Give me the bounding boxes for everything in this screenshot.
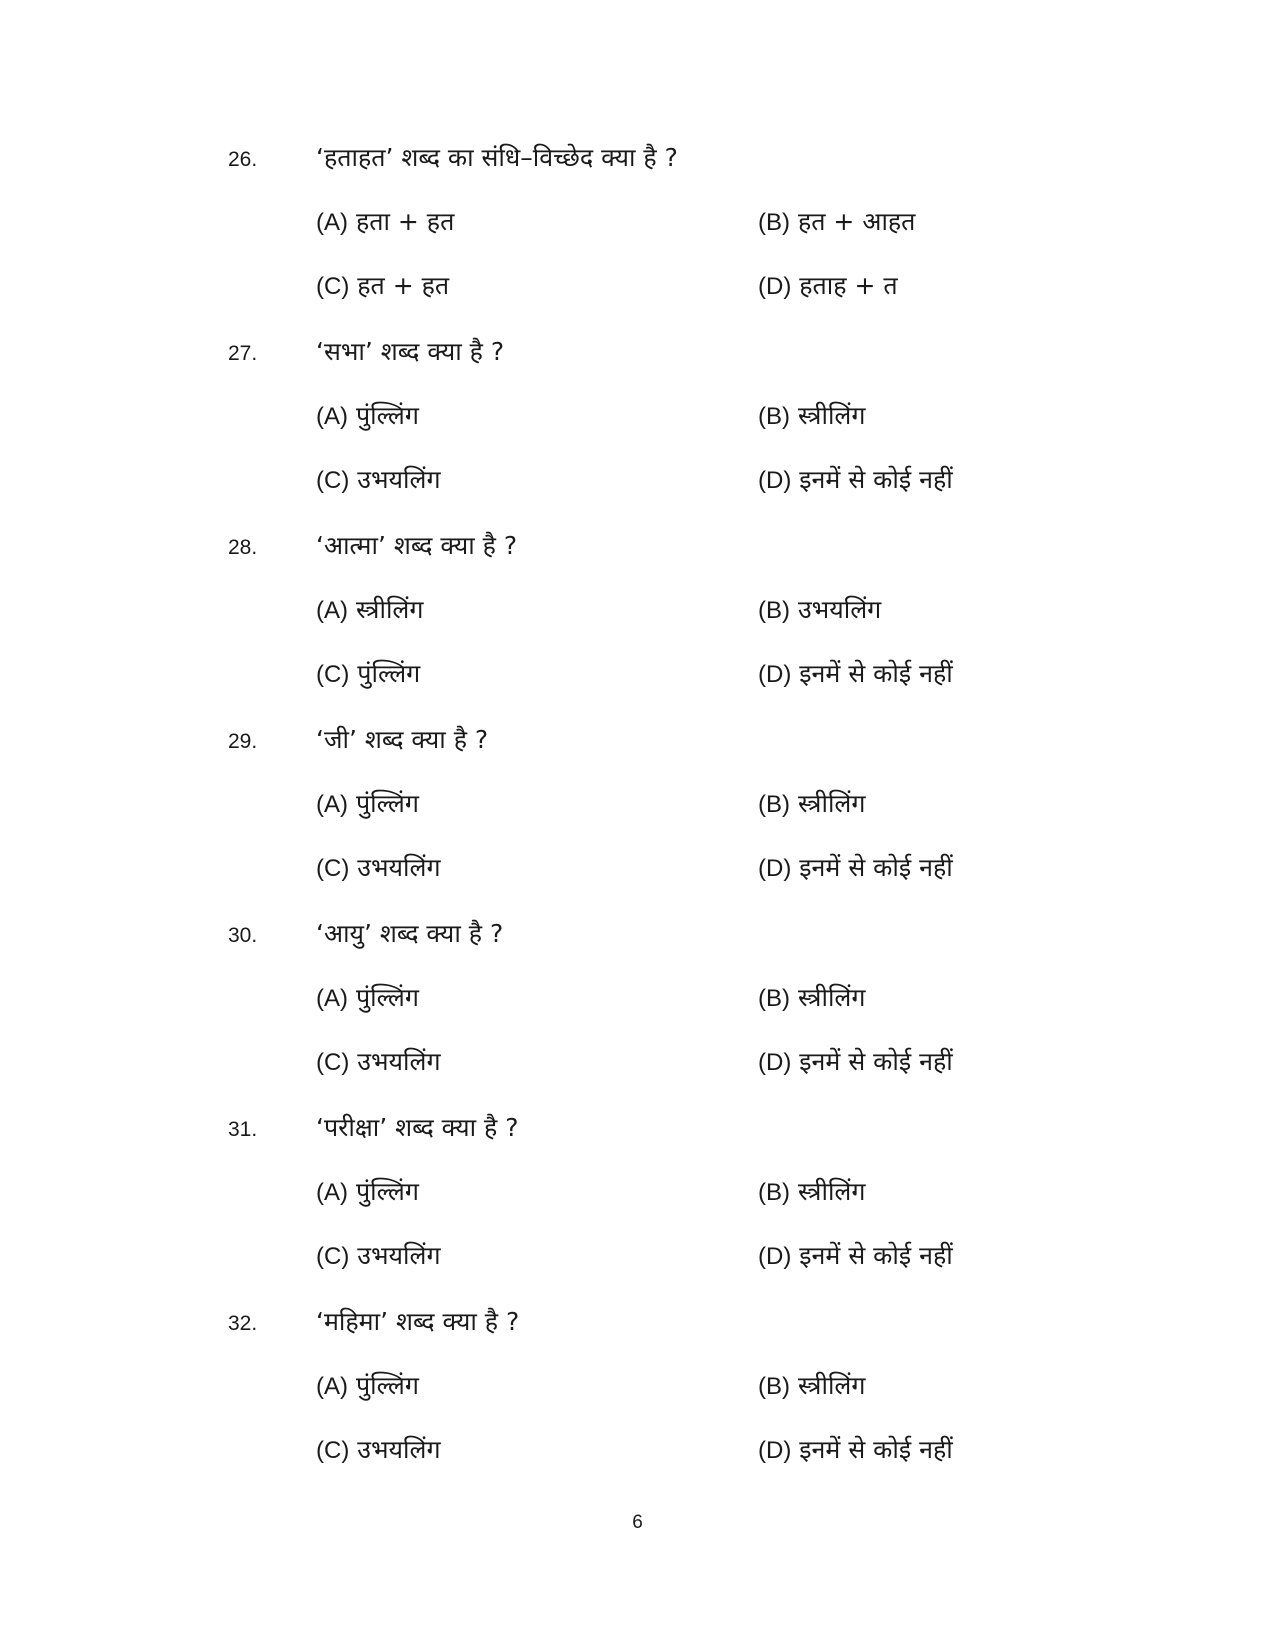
option-text: हता + हत xyxy=(355,207,455,236)
option-text: इनमें से कोई नहीं xyxy=(799,1241,953,1270)
option-a xyxy=(316,786,419,820)
option-text: पुंल्लिंग xyxy=(355,983,419,1012)
option-text: उभयलिंग xyxy=(357,1241,441,1270)
option-text: इनमें से कोई नहीं xyxy=(799,1047,953,1076)
option-key: (D) xyxy=(758,1049,792,1076)
option-key: (B) xyxy=(758,597,790,624)
option-d xyxy=(758,1238,953,1272)
option-d xyxy=(758,462,953,496)
option-text: स्त्रीलिंग xyxy=(797,789,866,818)
option-b xyxy=(758,1368,865,1402)
question-text: ‘आयु’ शब्द क्या है ? xyxy=(316,919,504,948)
question-number: 32. xyxy=(228,1312,258,1335)
question-text: ‘महिमा’ शब्द क्या है ? xyxy=(316,1307,520,1336)
option-a xyxy=(316,592,423,626)
question-text: ‘परीक्षा’ शब्द क्या है ? xyxy=(316,1113,519,1142)
option-b xyxy=(758,398,865,432)
question-number: 27. xyxy=(228,342,258,365)
page-number: 6 xyxy=(632,1512,643,1533)
option-text: इनमें से कोई नहीं xyxy=(799,465,953,494)
option-b xyxy=(758,204,915,238)
question-28 xyxy=(228,528,1128,718)
option-key: (D) xyxy=(758,1243,792,1270)
option-key: (D) xyxy=(758,855,792,882)
option-text: पुंल्लिंग xyxy=(357,659,421,688)
question-26 xyxy=(228,140,1128,330)
option-b xyxy=(758,980,865,1014)
option-text: हत + हत xyxy=(357,271,450,300)
option-c xyxy=(316,656,420,690)
question-32 xyxy=(228,1304,1128,1494)
option-key: (C) xyxy=(316,1049,350,1076)
option-key: (C) xyxy=(316,1243,350,1270)
option-key: (D) xyxy=(758,1437,792,1464)
option-b xyxy=(758,786,865,820)
option-key: (B) xyxy=(758,791,790,818)
question-27 xyxy=(228,334,1128,524)
option-text: पुंल्लिंग xyxy=(355,1371,419,1400)
question-number: 26. xyxy=(228,148,258,171)
option-d xyxy=(758,656,953,690)
option-text: उभयलिंग xyxy=(797,595,882,624)
option-d xyxy=(758,268,898,302)
question-number: 31. xyxy=(228,1118,258,1141)
option-text: इनमें से कोई नहीं xyxy=(799,853,953,882)
question-29 xyxy=(228,722,1128,912)
option-c xyxy=(316,1432,441,1466)
option-key: (C) xyxy=(316,273,350,300)
option-c xyxy=(316,462,441,496)
option-c xyxy=(316,1238,441,1272)
option-key: (D) xyxy=(758,273,792,300)
option-key: (B) xyxy=(758,985,790,1012)
option-d xyxy=(758,1432,953,1466)
option-b xyxy=(758,592,881,626)
option-text: उभयलिंग xyxy=(357,465,441,494)
option-text: उभयलिंग xyxy=(357,853,441,882)
option-text: स्त्रीलिंग xyxy=(797,1177,866,1206)
question-text: ‘सभा’ शब्द क्या है ? xyxy=(316,337,505,366)
option-text: इनमें से कोई नहीं xyxy=(799,1435,953,1464)
option-text: स्त्रीलिंग xyxy=(797,1371,866,1400)
option-key: (C) xyxy=(316,467,350,494)
option-text: स्त्रीलिंग xyxy=(797,401,866,430)
option-key: (C) xyxy=(316,855,350,882)
option-a xyxy=(316,204,454,238)
option-key: (C) xyxy=(316,1437,350,1464)
option-a xyxy=(316,1368,419,1402)
option-text: उभयलिंग xyxy=(357,1047,441,1076)
option-key: (B) xyxy=(758,1179,790,1206)
option-text: उभयलिंग xyxy=(357,1435,441,1464)
question-text: ‘आत्मा’ शब्द क्या है ? xyxy=(316,531,518,560)
option-key: (A) xyxy=(316,1179,348,1206)
option-c xyxy=(316,268,449,302)
option-d xyxy=(758,850,953,884)
option-key: (B) xyxy=(758,209,790,236)
question-31 xyxy=(228,1110,1128,1300)
option-d xyxy=(758,1044,953,1078)
option-key: (A) xyxy=(316,1373,348,1400)
question-number: 29. xyxy=(228,730,258,753)
option-c xyxy=(316,1044,441,1078)
option-b xyxy=(758,1174,865,1208)
option-a xyxy=(316,398,419,432)
question-text: ‘हताहत’ शब्द का संधि–विच्छेद क्या है ? xyxy=(316,143,678,172)
option-text: हताह + त xyxy=(799,271,898,300)
option-text: स्त्रीलिंग xyxy=(797,983,866,1012)
option-key: (C) xyxy=(316,661,350,688)
option-text: पुंल्लिंग xyxy=(355,401,419,430)
question-number: 30. xyxy=(228,924,258,947)
option-key: (A) xyxy=(316,985,348,1012)
option-key: (A) xyxy=(316,209,348,236)
option-key: (A) xyxy=(316,791,348,818)
option-text: इनमें से कोई नहीं xyxy=(799,659,953,688)
question-30 xyxy=(228,916,1128,1106)
option-key: (A) xyxy=(316,597,348,624)
option-text: पुंल्लिंग xyxy=(355,789,419,818)
option-a xyxy=(316,980,419,1014)
option-key: (D) xyxy=(758,661,792,688)
option-text: हत + आहत xyxy=(797,207,916,236)
option-key: (B) xyxy=(758,1373,790,1400)
option-text: स्त्रीलिंग xyxy=(355,595,424,624)
option-key: (D) xyxy=(758,467,792,494)
option-key: (A) xyxy=(316,403,348,430)
option-key: (B) xyxy=(758,403,790,430)
option-a xyxy=(316,1174,419,1208)
option-text: पुंल्लिंग xyxy=(355,1177,419,1206)
question-text: ‘जी’ शब्द क्या है ? xyxy=(316,725,489,754)
question-number: 28. xyxy=(228,536,258,559)
option-c xyxy=(316,850,441,884)
